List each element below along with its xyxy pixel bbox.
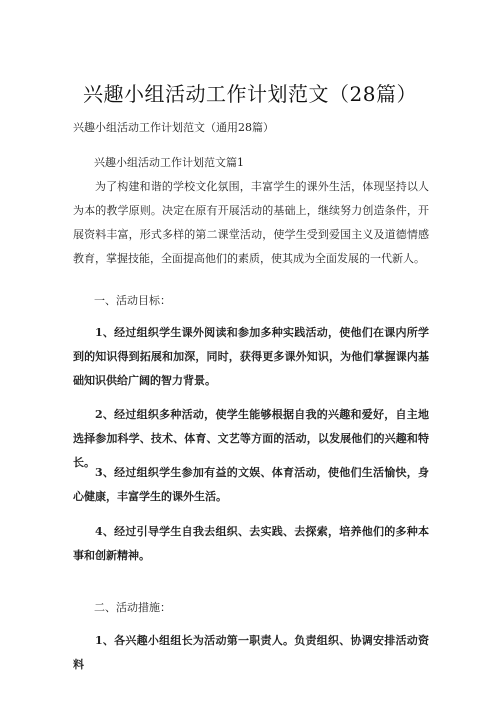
heading-goals: 一、活动目标： <box>94 294 171 307</box>
goal-1-paragraph: 1、经过组织学生课外阅读和参加多种实践活动，使他们在课内所学到的知识得到拓展和加深，同时，获得更多课外知识，为他们掌握课内基础知识供给广阔的智力背景。 <box>73 326 429 387</box>
goal-4-paragraph: 4、经过引导学生自我去组织、去实践、去探索，培养他们的多种本事和创新精神。 <box>73 525 429 562</box>
intro-paragraph: 为了构建和谐的学校文化氛围，丰富学生的课外生活，体现坚持以人为本的教学原则。决定在原有开展活动的基础上，继续努力创造条件，开展资料丰富，形式多样的第二课堂活动，使学生受到爱国主义及道德情感教育，掌握技能，全面提高他们的素质，使其成为全面发展的一代新人。 <box>73 180 429 265</box>
document-subtitle: 兴趣小组活动工作计划范文（通用28篇） <box>73 121 274 134</box>
section-title: 兴趣小组活动工作计划范文篇1 <box>94 156 244 169</box>
document-title: 兴趣小组活动工作计划范文（28篇） <box>83 82 417 106</box>
heading-measures: 二、活动措施： <box>94 601 171 614</box>
goal-2-paragraph: 2、经过组织多种活动，使学生能够根据自我的兴趣和爱好，自主地选择参加科学、技术、体育、文艺等方面的活动，以发展他们的兴趣和特长。 <box>73 408 429 469</box>
goal-3-paragraph: 3、经过组织学生参加有益的文娱、体育活动，使他们生活愉快，身心健康，丰富学生的课外生活。 <box>73 466 429 503</box>
measure-1-paragraph: 1、各兴趣小组组长为活动第一职责人。负责组织、协调安排活动资料 <box>73 634 429 671</box>
